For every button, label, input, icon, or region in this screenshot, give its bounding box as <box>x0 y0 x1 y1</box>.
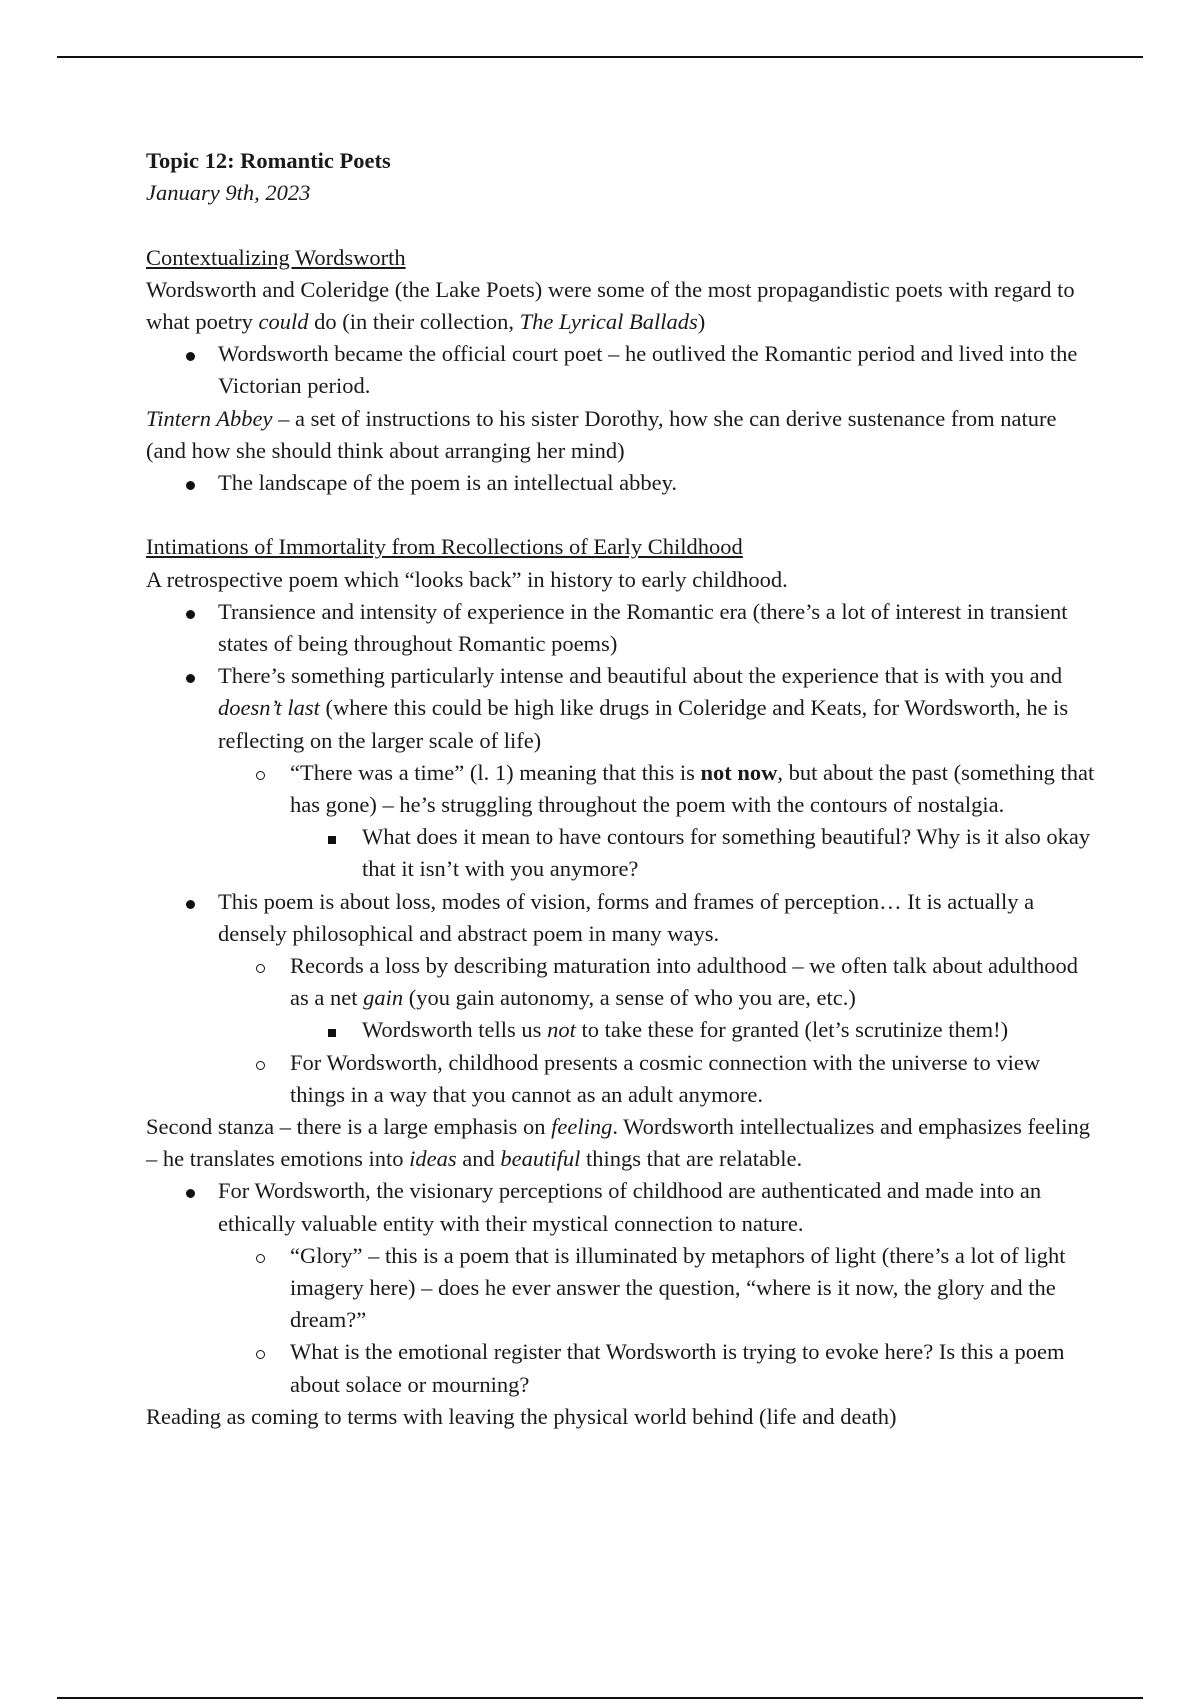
list-item <box>146 1336 1096 1400</box>
text-run-italic: gain <box>363 985 404 1011</box>
text-run: things that are relatable. <box>580 1146 803 1172</box>
text-run: ) <box>697 309 706 334</box>
document-page <box>146 145 1096 1433</box>
list-item-text <box>290 953 1078 1010</box>
text-run: and <box>456 1146 501 1172</box>
top-rule <box>57 56 1143 58</box>
text-run: . Wordsworth intellectualizes and emphasizes feeling – he translates emotions into <box>146 1114 1090 1172</box>
bullet-icon <box>186 1175 195 1207</box>
text-run-bold: not now <box>700 759 778 785</box>
bullet-icon <box>328 1014 336 1046</box>
text-run-italic: The Lyrical Ballads <box>519 309 698 334</box>
text-run-italic: doesn’t last <box>218 695 320 721</box>
text-run-italic: beautiful <box>500 1146 581 1172</box>
list-item <box>146 338 1096 402</box>
text-run-italic: feeling <box>551 1114 613 1140</box>
text-run: Records a loss by describing maturation into adulthood – we often talk about adulthood as a net <box>290 953 1078 1011</box>
text-run: Wordsworth and Coleridge (the Lake Poets) were some of the most propagandistic poets with regard to what poetry <box>146 276 1075 334</box>
list-item-text: What does it mean to have contours for something beautiful? Why is it also okay that it isn’t with you anymore? <box>362 824 1091 882</box>
disc-bullet-icon <box>186 674 195 683</box>
bullet-icon <box>256 1240 265 1272</box>
list-item <box>146 1175 1096 1239</box>
text-run: to take these for granted (let’s scrutinize them!) <box>575 1017 1009 1043</box>
text-run-italic: could <box>258 309 309 334</box>
disc-bullet-icon <box>186 900 195 909</box>
list-item-text <box>290 760 1094 817</box>
circle-bullet-icon <box>256 1350 265 1359</box>
page-date: January 9th, 2023 <box>146 180 311 206</box>
list-item <box>146 886 1096 950</box>
list-item <box>146 757 1096 821</box>
disc-bullet-icon <box>186 610 195 619</box>
disc-bullet-icon <box>186 481 195 490</box>
text-run: Wordsworth tells us <box>362 1017 548 1043</box>
list-item-text <box>362 1017 1008 1042</box>
paragraph-second-stanza <box>146 1111 1096 1175</box>
text-run: “There was a time” (l. 1) meaning that this is <box>290 759 701 785</box>
bullet-icon <box>256 1336 265 1368</box>
list-item-text: “Glory” – this is a poem that is illuminated by metaphors of light (there’s a lot of light imagery here) – does he ever answer the question, “where is it now, the glory and the dream?” <box>290 1242 1066 1333</box>
list-item <box>146 950 1096 1014</box>
circle-bullet-icon <box>256 1061 265 1070</box>
bullet-icon <box>256 757 265 789</box>
text-run-italic: ideas <box>409 1146 457 1172</box>
text-run: (you gain autonomy, a sense of who you are, etc.) <box>403 985 856 1011</box>
list-item-text: For Wordsworth, childhood presents a cosmic connection with the universe to view things in a way that you cannot as an adult anymore. <box>290 1049 1041 1107</box>
bullet-icon <box>186 596 195 628</box>
list-item <box>146 1240 1096 1337</box>
bullet-icon <box>186 886 195 918</box>
section-heading-contextualizing: Contextualizing Wordsworth <box>146 244 406 270</box>
spacer <box>146 209 1096 241</box>
bullet-icon <box>186 660 195 692</box>
paragraph-closing: Reading as coming to terms with leaving the physical world behind (life and death) <box>146 1403 897 1429</box>
text-run: , but about the past (something that has gone) – he’s struggling throughout the poem with the contours of nostalgia. <box>290 759 1095 818</box>
spacer <box>146 499 1096 531</box>
list-item <box>146 660 1096 757</box>
text-run: Second stanza – there is a large emphasis on <box>146 1114 552 1140</box>
list-item-text: The landscape of the poem is an intellectual abbey. <box>218 470 677 496</box>
circle-bullet-icon <box>256 771 265 780</box>
bullet-icon <box>256 1047 265 1079</box>
text-run: do (in their collection, <box>308 309 520 334</box>
paragraph-lake-poets <box>146 274 1096 338</box>
list-item-text: Wordsworth became the official court poet – he outlived the Romantic period and lived into the Victorian period. <box>218 341 1078 399</box>
text-run: (where this could be high like drugs in Coleridge and Keats, for Wordsworth, he is reflecting on the larger scale of life) <box>218 695 1069 753</box>
list-item-text: This poem is about loss, modes of vision, forms and frames of perception… It is actually a densely philosophical and abstract poem in many ways. <box>218 888 1035 946</box>
bottom-rule <box>57 1697 1143 1699</box>
list-item <box>146 821 1096 885</box>
section-heading-intimations: Intimations of Immortality from Recollections of Early Childhood <box>146 534 743 560</box>
disc-bullet-icon <box>186 352 195 361</box>
list-item-text: What is the emotional register that Wordsworth is trying to evoke here? Is this a poem about solace or mourning? <box>290 1339 1065 1397</box>
circle-bullet-icon <box>256 1254 265 1263</box>
page-title: Topic 12: Romantic Poets <box>146 148 391 173</box>
list-item-text: Transience and intensity of experience in the Romantic era (there’s a lot of interest in transient states of being throughout Romantic poems) <box>218 598 1068 657</box>
paragraph-retrospective: A retrospective poem which “looks back” in history to early childhood. <box>146 566 788 592</box>
text-run-italic: not <box>547 1017 576 1043</box>
square-bullet-icon <box>328 836 336 844</box>
circle-bullet-icon <box>256 964 265 973</box>
text-run: – a set of instructions to his sister Dorothy, how she can derive sustenance from nature (and how she should think about arranging her mind) <box>146 405 1057 463</box>
list-item <box>146 1047 1096 1111</box>
bullet-icon <box>186 467 195 499</box>
bullet-icon <box>328 821 336 853</box>
bullet-icon <box>186 338 195 370</box>
list-item <box>146 596 1096 660</box>
disc-bullet-icon <box>186 1189 195 1198</box>
list-item <box>146 467 1096 499</box>
text-run-italic: Tintern Abbey <box>146 405 273 431</box>
bullet-icon <box>256 950 265 982</box>
list-item <box>146 1014 1096 1046</box>
list-item-text <box>218 663 1068 752</box>
square-bullet-icon <box>328 1029 336 1037</box>
text-run: There’s something particularly intense and beautiful about the experience that is with you and <box>218 663 1063 689</box>
paragraph-tintern-abbey <box>146 403 1096 467</box>
list-item-text: For Wordsworth, the visionary perceptions of childhood are authenticated and made into an ethically valuable entity with their mystical connection to nature. <box>218 1178 1042 1236</box>
